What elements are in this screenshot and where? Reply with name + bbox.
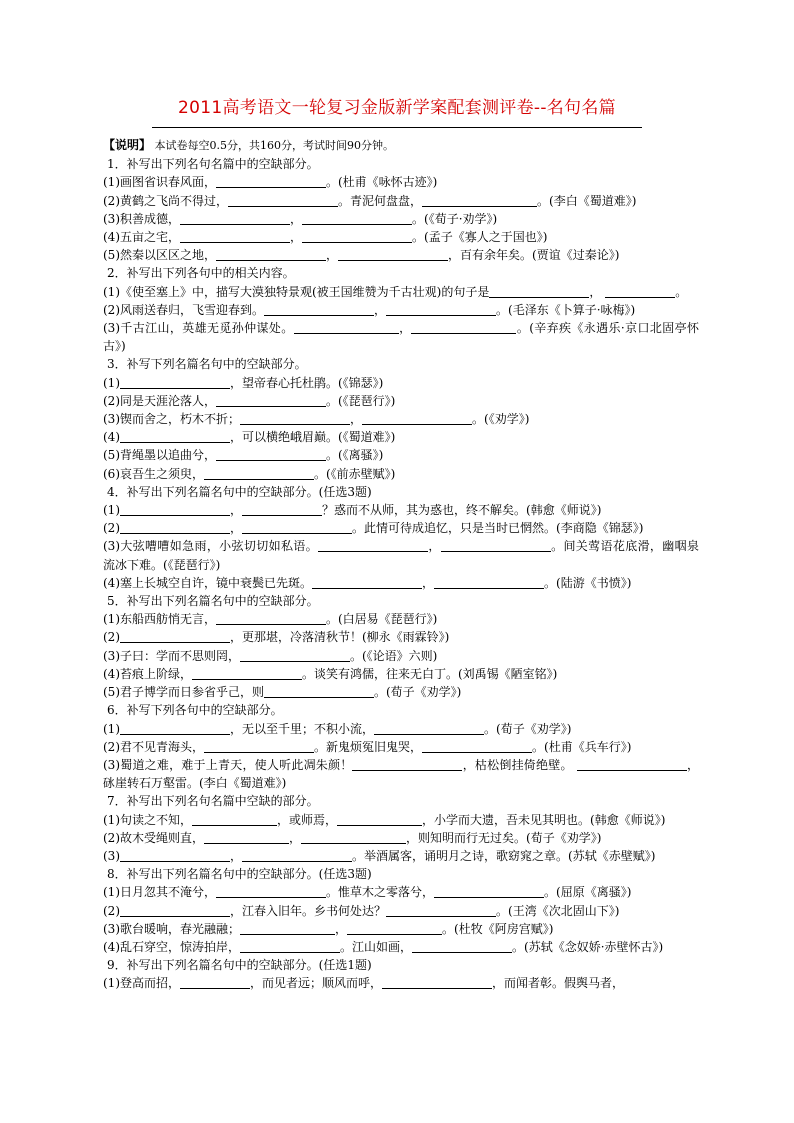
item-text: 。(荀子《劝学》) (374, 685, 462, 700)
item-text: (3)子曰：学而不思则罔， (103, 648, 240, 663)
item-text: ，小学而大遗，吾未见其明也。(韩愈《师说》) (422, 812, 666, 827)
item-text: (3)大弦嘈嘈如急雨，小弦切切如私语。 (103, 539, 319, 554)
item-text: ？惑而不从师，其为惑也，终不解矣。(韩愈《师说》) (322, 503, 602, 518)
answer-blank[interactable] (192, 813, 277, 826)
item-text: (1)句读之不知， (103, 812, 192, 827)
item-text: 。举酒属客，诵明月之诗，歌窈窕之章。(苏轼《赤壁赋》) (352, 848, 656, 863)
item-text: (3)千古江山，英雄无觅孙仲谋处。 (103, 321, 294, 336)
item-text: 。谈笑有鸿儒，往来无白丁。(刘禹锡《陋室铭》) (302, 666, 558, 681)
question-item (103, 501, 699, 519)
question-heading: 9．补写出下列名篇名句中的空缺部分。(任选1题) (107, 958, 372, 973)
question-item (103, 738, 699, 756)
item-text: 。(李白《蜀道难》) (537, 193, 637, 208)
question-item (103, 519, 699, 537)
item-text: 。(屈原《离骚》) (544, 885, 632, 900)
answer-blank[interactable] (264, 685, 374, 698)
item-text: 。(毛泽东《卜算子·咏梅》) (496, 302, 636, 317)
answer-blank[interactable] (374, 722, 484, 735)
item-text: ，枯松倒挂倚绝壁。 (462, 757, 573, 772)
question-item (103, 173, 699, 191)
answer-blank[interactable] (180, 212, 290, 225)
item-text: ， (290, 211, 303, 226)
answer-blank[interactable] (180, 976, 250, 989)
question-item (103, 301, 699, 319)
answer-blank[interactable] (216, 885, 326, 898)
item-text: (6)哀吾生之须臾， (103, 466, 204, 481)
answer-blank[interactable] (382, 976, 492, 989)
question-item (103, 392, 699, 410)
item-text: 。(《荀子·劝学》) (412, 211, 498, 226)
item-text: 。(《劝学》) (472, 412, 530, 427)
question-heading: 1．补写出下列名句名篇中的空缺部分。 (107, 157, 319, 172)
item-text: (5)背绳墨以追曲兮， (103, 448, 216, 463)
answer-blank[interactable] (216, 448, 326, 461)
answer-blank[interactable] (441, 539, 551, 552)
item-text: 。 (675, 284, 688, 299)
item-text: ，而闻者彰。假舆马者， (492, 976, 625, 991)
answer-blank[interactable] (318, 539, 428, 552)
item-text: 。江山如画， (340, 939, 413, 954)
answer-blank[interactable] (216, 248, 326, 261)
question-item (103, 574, 699, 592)
question-item (103, 246, 699, 264)
item-text: (5)君子博学而日参省乎己，则 (103, 685, 264, 700)
question-item (103, 210, 699, 228)
question-heading: 4．补写出下列名篇名句中的空缺部分。(任选3题) (107, 484, 372, 499)
item-text: ， (230, 848, 243, 863)
question-item (103, 446, 699, 464)
item-text: (1) (103, 721, 120, 736)
document-title: 2011高考语文一轮复习金版新学案配套测评卷--名句名篇 (178, 98, 616, 118)
item-text: (4)乱石穿空，惊涛拍岸， (103, 939, 240, 954)
answer-blank[interactable] (412, 940, 512, 953)
instructions (103, 136, 699, 155)
answer-blank[interactable] (120, 521, 230, 534)
answer-blank[interactable] (422, 194, 537, 207)
item-text: (2) (103, 630, 120, 645)
answer-blank[interactable] (302, 212, 412, 225)
item-text: 。(王湾《次北固山下》) (496, 903, 620, 918)
item-text: ， (398, 321, 412, 336)
item-text: (2)黄鹤之飞尚不得过， (103, 193, 228, 208)
question-item (103, 756, 699, 792)
answer-blank[interactable] (577, 758, 687, 771)
item-text: ， (230, 503, 243, 518)
item-text: 。(陆游《书愤》) (544, 575, 632, 590)
item-text: ， (589, 284, 602, 299)
item-text: ，更那堪，冷落清秋节！(柳永《雨霖铃》) (230, 630, 450, 645)
item-text: ，江春入旧年。乡书何处达？ (230, 903, 387, 918)
item-text: ， (428, 539, 441, 554)
answer-blank[interactable] (338, 248, 448, 261)
question-heading: 2．补写出下列各句中的相关内容。 (107, 266, 295, 281)
question-item (103, 829, 699, 847)
answer-blank[interactable] (242, 849, 352, 862)
answer-blank[interactable] (120, 503, 230, 516)
question-item (103, 228, 699, 246)
title-underline (152, 127, 642, 128)
item-text: ， (422, 575, 435, 590)
question-item (103, 920, 699, 938)
item-text: ，无以至千里；不积小流， (230, 721, 375, 736)
answer-blank[interactable] (352, 758, 462, 771)
item-text: 。(杜牧《阿房宫赋》) (442, 921, 554, 936)
item-text: 。(白居易《琵琶行》) (326, 612, 438, 627)
answer-blank[interactable] (294, 321, 399, 334)
question-item (103, 628, 699, 646)
item-text: ，望帝春心托杜鹃。(《锦瑟》) (230, 375, 384, 390)
answer-blank[interactable] (120, 630, 230, 643)
answer-blank[interactable] (605, 285, 675, 298)
item-text: (1) (103, 503, 120, 518)
question-item (103, 537, 699, 573)
answer-blank[interactable] (192, 667, 302, 680)
answer-blank[interactable] (386, 303, 496, 316)
answer-blank[interactable] (264, 303, 374, 316)
answer-blank[interactable] (242, 503, 322, 516)
item-text: (4)苔痕上阶绿， (103, 666, 192, 681)
item-text: ， (230, 521, 243, 536)
item-text: ， (374, 302, 387, 317)
item-text: 。(《琵琶行》) (326, 393, 396, 408)
item-text: 。(荀子《劝学》) (484, 721, 572, 736)
question-item (103, 283, 699, 301)
item-text: ，百有余年矣。(贾谊《过秦论》) (448, 248, 620, 263)
question-item (103, 902, 699, 920)
item-text: ， (335, 921, 348, 936)
answer-blank[interactable] (242, 521, 352, 534)
question-item (103, 720, 699, 738)
question-item (103, 374, 699, 392)
item-text: 。(《前赤壁赋》) (314, 466, 396, 481)
answer-blank[interactable] (302, 230, 412, 243)
question-item (103, 938, 699, 956)
answer-blank[interactable] (120, 722, 230, 735)
item-text: (3)歌台暖响，春光融融； (103, 921, 240, 936)
item-text: (2)风雨送春归，飞雪迎春到。 (103, 302, 264, 317)
item-text: ，或师焉， (277, 812, 338, 827)
answer-blank[interactable] (240, 940, 340, 953)
question-heading: 6．补写下列各句中的空缺部分。 (107, 703, 283, 718)
answer-blank[interactable] (434, 576, 544, 589)
question-heading: 8．补写出下列名篇名句中的空缺部分。(任选3题) (107, 867, 372, 882)
answer-blank[interactable] (204, 740, 314, 753)
item-text: 。(杜甫《咏怀古迹》) (326, 175, 438, 190)
instructions-label: 【说明】 (103, 138, 152, 152)
item-text: ， (290, 230, 303, 245)
item-text: (2)故木受绳则直， (103, 830, 204, 845)
answer-blank[interactable] (180, 230, 290, 243)
question-item (103, 428, 699, 446)
answer-blank[interactable] (216, 394, 326, 407)
item-text: (4)塞上长城空自许，镜中衰鬓已先斑。 (103, 575, 312, 590)
item-text: ，可以横绝峨眉巅。(《蜀道难》) (230, 430, 396, 445)
question-item (103, 883, 699, 901)
answer-blank[interactable] (422, 740, 532, 753)
item-text: (2)同是天涯沦落人， (103, 393, 216, 408)
item-text: (3)积善成德， (103, 211, 180, 226)
answer-blank[interactable] (120, 430, 230, 443)
question-item (103, 847, 699, 865)
item-text: (3) (103, 848, 120, 863)
answer-blank[interactable] (362, 412, 472, 425)
instructions-text: 本试卷每空0.5分，共160分，考试时间90分钟。 (151, 139, 394, 152)
question-heading: 5．补写出下列名篇名句中的空缺部分。 (107, 594, 319, 609)
item-text: (1)东船西舫悄无言， (103, 612, 216, 627)
answer-blank[interactable] (411, 321, 516, 334)
answer-blank[interactable] (386, 904, 496, 917)
question-item (103, 811, 699, 829)
item-text: ， (326, 248, 339, 263)
item-text: (2) (103, 521, 120, 536)
question-heading: 7．补写出下列名句名篇中空缺的部分。 (107, 794, 319, 809)
item-text: (5)然秦以区区之地， (103, 248, 216, 263)
question-item (103, 647, 699, 665)
answer-blank[interactable] (216, 612, 326, 625)
question-item (103, 465, 699, 483)
item-text: 。新鬼烦冤旧鬼哭， (314, 739, 423, 754)
item-text: (2)君不见青海头， (103, 739, 204, 754)
item-text: 。(孟子《寡人之于国也》) (412, 230, 548, 245)
question-item (103, 192, 699, 210)
item-text: (4) (103, 430, 120, 445)
answer-blank[interactable] (337, 813, 422, 826)
item-text: (1)画图省识春风面， (103, 175, 216, 190)
answer-blank[interactable] (120, 904, 230, 917)
answer-blank[interactable] (240, 412, 350, 425)
item-text: 。青泥何盘盘， (338, 193, 423, 208)
item-text: (1)日月忽其不淹兮， (103, 885, 216, 900)
answer-blank[interactable] (434, 885, 544, 898)
item-text: 。(苏轼《念奴娇·赤壁怀古》) (512, 939, 664, 954)
item-text: ，则知明而行无过矣。(荀子《劝学》) (406, 830, 602, 845)
answer-blank[interactable] (204, 467, 314, 480)
exam-content (103, 136, 699, 993)
item-text: 。(《离骚》) (326, 448, 384, 463)
item-text: 。此情可待成追忆，只是当时已惘然。(李商隐《锦瑟》) (352, 521, 644, 536)
answer-blank[interactable] (216, 175, 326, 188)
answer-blank[interactable] (301, 831, 406, 844)
item-text: (1) (103, 375, 120, 390)
question-heading: 3．补写下列名篇名句中的空缺部分。 (107, 357, 307, 372)
answer-blank[interactable] (228, 194, 338, 207)
answer-blank[interactable] (204, 831, 289, 844)
question-item (103, 974, 699, 992)
answer-blank[interactable] (347, 922, 442, 935)
question-item (103, 683, 699, 701)
item-text: 。(《论语》六则) (350, 648, 438, 663)
item-text: ，砯崖转石万壑雷。(李白《蜀道难》) (103, 757, 699, 791)
question-item (103, 610, 699, 628)
item-text: (3)蜀道之难，难于上青天，使人听此凋朱颜！ (103, 757, 353, 772)
item-text: 。惟草木之零落兮， (326, 885, 435, 900)
item-text: (1)登高而招， (103, 976, 180, 991)
answer-blank[interactable] (240, 922, 335, 935)
item-text: 。间关莺语花底滑，幽咽泉流冰下难。(《琵琶行》) (103, 539, 699, 572)
answer-blank[interactable] (489, 285, 589, 298)
item-text: 。(辛弃疾《永遇乐·京口北固亭怀古》) (103, 321, 700, 354)
question-item (103, 319, 699, 355)
answer-blank[interactable] (240, 649, 350, 662)
item-text: ， (350, 412, 363, 427)
answer-blank[interactable] (120, 376, 230, 389)
item-text: 。(杜甫《兵车行》) (532, 739, 632, 754)
item-text: (4)五亩之宅， (103, 230, 180, 245)
item-text: (2) (103, 903, 120, 918)
item-text: (3)锲而舍之，朽木不折； (103, 412, 240, 427)
answer-blank[interactable] (120, 849, 230, 862)
answer-blank[interactable] (312, 576, 422, 589)
question-item (103, 410, 699, 428)
question-item (103, 665, 699, 683)
item-text: ， (289, 830, 302, 845)
item-text: ，而见者远；顺风而呼， (250, 976, 383, 991)
item-text: (1)《使至塞上》中，描写大漠独特景观(被王国维赞为千古壮观)的句子是 (103, 284, 490, 299)
